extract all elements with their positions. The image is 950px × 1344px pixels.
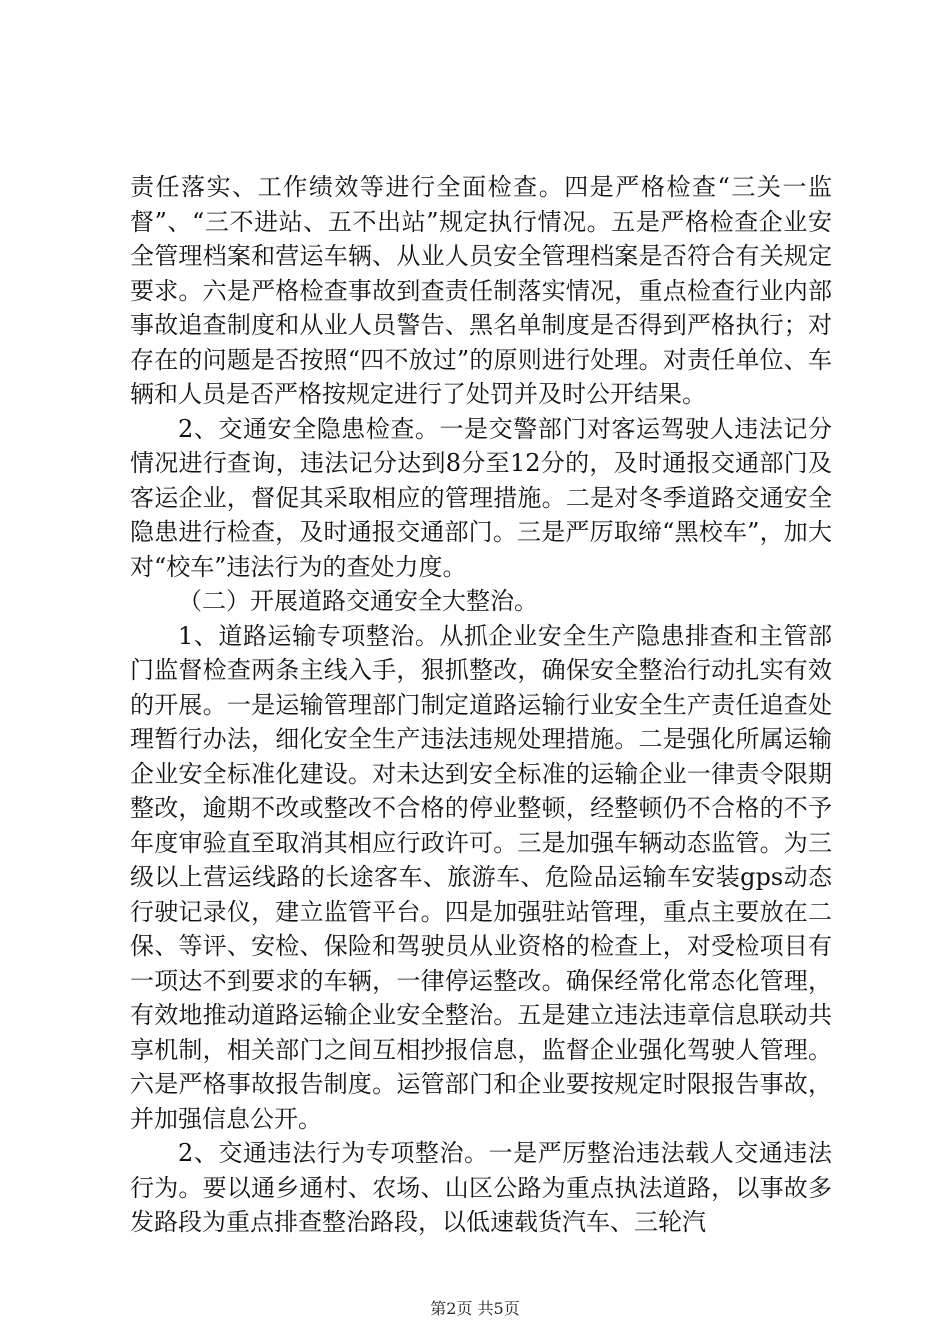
page-number-footer: 第2页 共5页 <box>430 1299 520 1318</box>
document-body <box>130 170 832 1240</box>
paragraph-3: 1、道路运输专项整治。从抓企业安全生产隐患排查和主管部门监督检查两条主线入手，狠抓整改，确保安全整治行动扎实有效的开展。一是运输管理部门制定道路运输行业安全生产责任追查处理暂行办法，细化安全生产违法违规处理措施。二是强化所属运输企业安全标准化建设。对未达到安全标准的运输企业一律责令限期整改，逾期不改或整改不合格的停业整顿，经整顿仍不合格的不予年度审验直至取消其相应行政许可。三是加强车辆动态监管。为三级以上营运线路的长途客车、旅游车、危险品运输车安装gps动态行驶记录仪，建立监管平台。四是加强驻站管理，重点主要放在二保、等评、安检、保险和驾驶员从业资格的检查上，对受检项目有一项达不到要求的车辆，一律停运整改。确保经常化常态化管理，有效地推动道路运输企业安全整治。五是建立违法违章信息联动共享机制，相关部门之间互相抄报信息，监督企业强化驾驶人管理。六是严格事故报告制度。运管部门和企业要按规定时限报告事故，并加强信息公开。 <box>130 621 832 1133</box>
section-heading: （二）开展道路交通安全大整治。 <box>178 587 538 615</box>
paragraph-4: 2、交通违法行为专项整治。一是严厉整治违法载人交通违法行为。要以通乡通村、农场、山区公路为重点执法道路，以事故多发路段为重点排查整治路段，以低速载货汽车、三轮汽 <box>130 1139 832 1236</box>
paragraph-1: 责任落实、工作绩效等进行全面检查。四是严格检查“三关一监督”、“三不进站、五不出站”规定执行情况。五是严格检查企业安全管理档案和营运车辆、从业人员安全管理档案是否符合有关规定要求。六是严格检查事故到查责任制落实情况，重点检查行业内部事故追查制度和从业人员警告、黑名单制度是否得到严格执行；对存在的问题是否按照“四不放过”的原则进行处理。对责任单位、车辆和人员是否严格按规定进行了处罚并及时公开结果。 <box>130 173 832 408</box>
paragraph-2: 2、交通安全隐患检查。一是交警部门对客运驾驶人违法记分情况进行查询，违法记分达到8分至12分的，及时通报交通部门及客运企业，督促其采取相应的管理措施。二是对冬季道路交通安全隐患进行检查，及时通报交通部门。三是严厉取缔“黑校车”，加大对“校车”违法行为的查处力度。 <box>130 414 832 581</box>
